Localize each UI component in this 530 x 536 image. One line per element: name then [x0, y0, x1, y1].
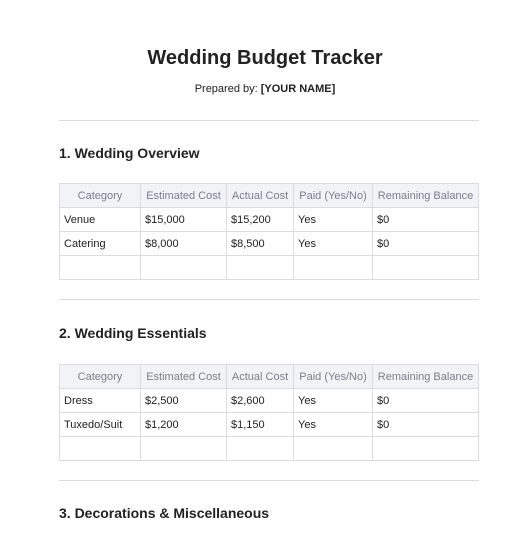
col-header: Category — [60, 184, 141, 208]
col-header: Remaining Balance — [373, 365, 479, 389]
table-cell: $0 — [373, 389, 479, 413]
table-header-row — [60, 184, 479, 208]
col-header: Actual Cost — [227, 184, 294, 208]
table-row — [60, 389, 479, 413]
table-cell: Yes — [294, 389, 373, 413]
table-cell: Yes — [294, 208, 373, 232]
table-cell: $15,000 — [141, 208, 227, 232]
table-row — [60, 208, 479, 232]
table-cell — [141, 437, 227, 461]
col-header: Estimated Cost — [141, 184, 227, 208]
prepared-by-name: [YOUR NAME] — [260, 83, 336, 95]
table-cell — [60, 256, 141, 280]
divider — [59, 299, 479, 300]
col-header: Actual Cost — [227, 365, 294, 389]
table-cell — [141, 256, 227, 280]
table-cell: $2,600 — [227, 389, 294, 413]
table-cell: $1,200 — [141, 413, 227, 437]
table-cell: $8,500 — [227, 232, 294, 256]
table-cell: $0 — [373, 413, 479, 437]
prepared-by-label: Prepared by: — [194, 83, 258, 95]
page-title: Wedding Budget Tracker — [147, 47, 383, 69]
table-cell: $0 — [373, 232, 479, 256]
table-cell: $15,200 — [227, 208, 294, 232]
table-row — [60, 413, 479, 437]
table-cell — [373, 437, 479, 461]
table-cell: Venue — [60, 208, 141, 232]
table-cell — [294, 437, 373, 461]
table-cell: Dress — [60, 389, 141, 413]
divider — [59, 480, 479, 481]
table-cell — [227, 437, 294, 461]
table-cell: $1,150 — [227, 413, 294, 437]
table-cell: Tuxedo/Suit — [60, 413, 141, 437]
table-cell: $2,500 — [141, 389, 227, 413]
section-heading-overview: 1. Wedding Overview — [59, 145, 200, 161]
table-cell — [60, 437, 141, 461]
prepared-by — [0, 83, 530, 95]
table-row-empty — [60, 256, 479, 280]
table-cell: Catering — [60, 232, 141, 256]
table-cell — [227, 256, 294, 280]
overview-table — [59, 183, 479, 280]
section-heading-decorations: 3. Decorations & Miscellaneous — [59, 505, 270, 521]
table-cell: $0 — [373, 208, 479, 232]
table-cell: $8,000 — [141, 232, 227, 256]
divider — [59, 120, 479, 121]
table-cell: Yes — [294, 413, 373, 437]
col-header: Category — [60, 365, 141, 389]
table-cell — [373, 256, 479, 280]
col-header: Paid (Yes/No) — [294, 365, 373, 389]
essentials-table — [59, 364, 479, 461]
table-row — [60, 232, 479, 256]
table-cell: Yes — [294, 232, 373, 256]
table-cell — [294, 256, 373, 280]
col-header: Estimated Cost — [141, 365, 227, 389]
col-header: Paid (Yes/No) — [294, 184, 373, 208]
table-row-empty — [60, 437, 479, 461]
table-header-row — [60, 365, 479, 389]
section-heading-essentials: 2. Wedding Essentials — [59, 325, 207, 341]
col-header: Remaining Balance — [373, 184, 479, 208]
